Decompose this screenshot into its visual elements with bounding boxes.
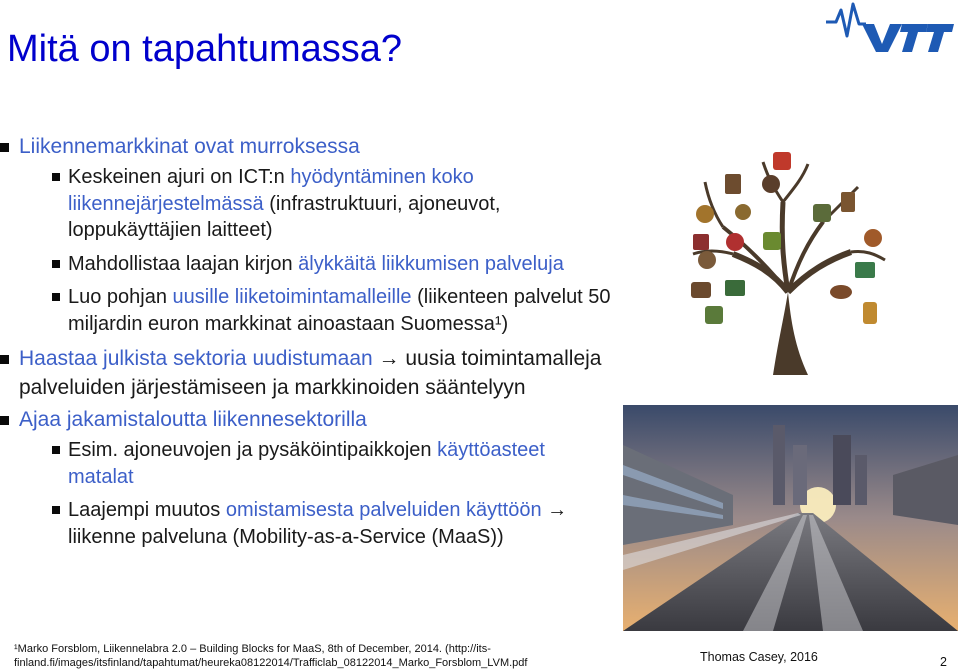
- twitter-icon: [813, 204, 831, 222]
- bullet-marker: [0, 416, 9, 425]
- sub-bullet-item: Luo pohjan uusille liiketoimintamalleille (liikenteen palvelut 50 miljardin euron markkinat ainoastaan Suomessa¹): [0, 284, 615, 337]
- city-highway-photo: [623, 405, 958, 631]
- sub-bullet-item: Mahdollistaa laajan kirjon älykkäitä liikkumisen palveluja: [0, 251, 615, 278]
- clipboard-icon: [725, 174, 741, 194]
- bullet-marker: [52, 173, 60, 181]
- share-icon: [705, 306, 723, 324]
- author-credit: Thomas Casey, 2016: [700, 650, 818, 664]
- phone-icon: [863, 302, 877, 324]
- bullet-item: Liikennemarkkinat ovat murroksessa: [0, 132, 615, 161]
- like-icon: [693, 234, 709, 250]
- sub-bullet-item: Keskeinen ajuri on ICT:n hyödyntäminen koko liikennejärjestelmässä (infrastruktuuri, ajoneuvot, loppukäyttäjien laitteet): [0, 164, 615, 244]
- globe-icon: [864, 229, 882, 247]
- bullet-marker: [52, 446, 60, 454]
- heart-icon: [726, 233, 744, 251]
- mail-icon: [725, 280, 745, 296]
- bullet-item: Ajaa jakamistaloutta liikennesektorilla: [0, 405, 615, 434]
- pencil-icon: [763, 232, 781, 250]
- bullet-marker: [0, 143, 9, 152]
- bullet-marker: [52, 260, 60, 268]
- calculator-icon: [841, 192, 855, 212]
- icon-tree-image: [623, 142, 958, 375]
- sub-bullet-item: Laajempi muutos omistamisesta palveluiden käyttöön → liikenne palveluna (Mobility-as-a-Service (MaaS)): [0, 497, 615, 550]
- eye-icon: [830, 285, 852, 299]
- bullet-item: Haastaa julkista sektoria uudistumaan → uusia toimintamalleja palveluiden järjestämiseen ja markkinoiden sääntelyyn: [0, 344, 615, 402]
- slide-title: Mitä on tapahtumassa?: [7, 28, 403, 70]
- bullet-marker: [52, 506, 60, 514]
- bullet-list: [0, 132, 615, 557]
- gear-icon: [735, 204, 751, 220]
- page-number: 2: [940, 655, 947, 669]
- vtt-logo: [822, 0, 957, 56]
- bullet-marker: [0, 355, 9, 364]
- camera-icon: [691, 282, 711, 298]
- rss-icon: [773, 152, 791, 170]
- headphones-icon: [696, 205, 714, 223]
- cart-icon: [855, 262, 875, 278]
- bullet-marker: [52, 293, 60, 301]
- footnote: ¹Marko Forsblom, Liikennelabra 2.0 – Building Blocks for MaaS, 8th of December, 2014. (http://its-finland.fi/images/itsfinland/tapahtumat/heureka08122014/Trafficlab_08122014_Marko_Forsblom_LVM.pdf: [14, 643, 528, 669]
- sub-bullet-item: Esim. ajoneuvojen ja pysäköintipaikkojen käyttöasteet matalat: [0, 437, 615, 490]
- wifi-icon: [698, 251, 716, 269]
- user-icon: [762, 175, 780, 193]
